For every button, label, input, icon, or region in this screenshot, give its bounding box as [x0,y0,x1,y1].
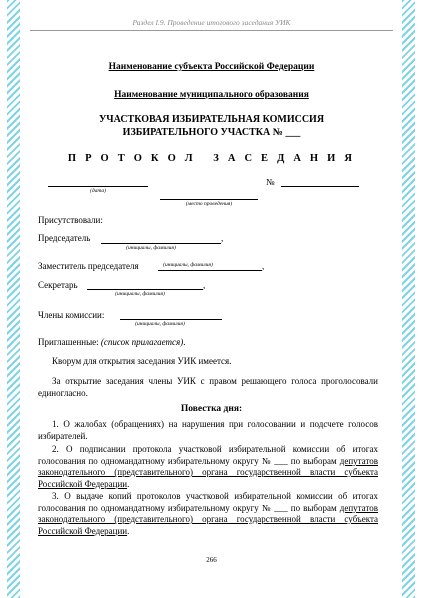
invited-end: . [183,337,186,347]
agenda-item-2-end: . [127,478,130,489]
agenda-item-3-number: 3. [52,491,59,501]
deputy-caption: (инициалы, фамилия) [163,262,213,268]
secretary-comma: , [203,280,206,290]
protocol-title: П Р О Т О К О Л З А С Е Д А Н И Я [67,153,356,164]
secretary-caption: (инициалы, фамилия) [115,291,165,297]
agenda-item-3 [38,491,378,537]
place-line [160,199,258,200]
present-label: Присутствовали: [38,215,103,225]
date-line [48,186,148,187]
page-number: 266 [206,556,217,564]
secretary-line [87,289,203,290]
agenda-item-3-text: О выдаче копий протоколов участковой избирательной комиссии об итогах голосования по одномандатному избирательному округу № ___ по выборам [38,491,379,513]
agenda-item-3-underlined: депутатов законодательного (представительного) органа государственной власти субъекта Российской Федерации [38,502,379,536]
header-rule [30,30,393,31]
vote-text: За открытие заседания члены УИК с правом решающего голоса проголосовали единогласно. [38,376,378,398]
agenda-title: Повестка дня: [180,404,243,414]
agenda-item-2 [38,444,378,490]
municipality-name: Наименование муниципального образования [114,90,309,100]
place-caption: (место проведения) [185,201,233,207]
members-caption: (инициалы, фамилия) [135,321,185,327]
invited-line [38,337,185,347]
agenda-item-1-number: 1. [52,419,59,429]
chair-label: Председатель [38,233,91,243]
agenda-item-2-text: О подписании протокола участковой избирательной комиссии об итогах голосования по одномандатному избирательному округу № ___ по выборам [38,444,378,466]
deputy-label: Заместитель председателя [38,261,139,271]
members-label: Члены комиссии: [38,310,105,320]
secretary-label: Секретарь [38,280,78,290]
agenda-item-1 [38,419,378,442]
subject-name: Наименование субъекта Российской Федерации [108,62,315,72]
deputy-comma: , [262,261,265,271]
running-header: Раздел I.9. Проведение итогового заседания УИК [132,18,291,27]
invited-label: Приглашенные: [38,337,99,347]
chair-comma: , [221,233,224,243]
members-line [120,319,222,320]
right-decorative-stripe [402,0,415,598]
commission-title [30,113,393,139]
date-caption: (дата) [90,188,106,194]
chair-line [101,243,221,244]
document-page [30,0,393,598]
agenda-item-3-end: . [127,525,130,536]
left-decorative-stripe [7,0,20,598]
agenda-item-2-underlined: депутатов законодательного (представительного) органа государственной власти субъекта Российской Федерации [38,455,379,489]
commission-title-line-1: УЧАСТКОВАЯ ИЗБИРАТЕЛЬНАЯ КОМИССИЯ [98,114,325,125]
agenda-item-2-number: 2. [52,444,59,454]
number-sign: № [266,177,275,187]
quorum-text: Кворум для открытия заседания УИК имеется. [52,356,232,366]
invited-note: (список прилагается) [100,337,184,347]
chair-caption: (инициалы, фамилия) [126,245,176,251]
deputy-line [158,270,262,271]
number-line [281,186,359,187]
agenda-item-1-text: О жалобах (обращениях) на нарушения при голосовании и подсчете голосов избирателей. [38,419,378,441]
commission-title-line-2: ИЗБИРАТЕЛЬНОГО УЧАСТКА № ___ [122,127,301,138]
